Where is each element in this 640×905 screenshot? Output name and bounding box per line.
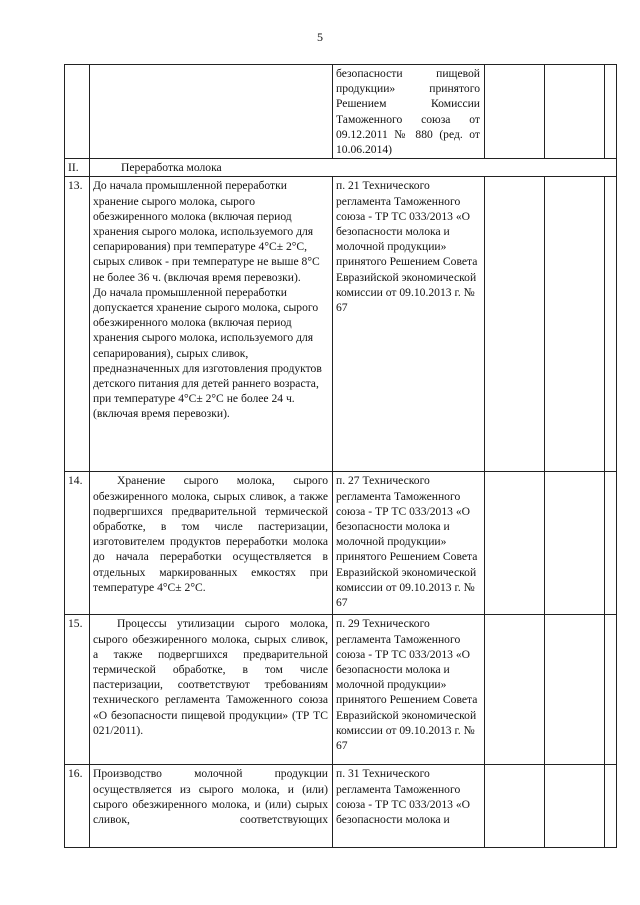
empty-cell (605, 177, 617, 472)
requirements-table (64, 64, 617, 848)
requirement-cell (90, 65, 333, 159)
empty-cell (485, 472, 545, 615)
reference-text: п. 29 Технического регламента Таможенного союза - ТР ТС 033/2013 «О безопасности молока и молочной продукции» принятого Решением Совета Евразийской экономической комиссии от 09.10.2013 г. № 67 (336, 617, 478, 753)
section-number: II. (65, 159, 90, 177)
requirement-cell (90, 615, 333, 765)
requirement-text: Хранение сырого молока, сырого обезжиренного молока, сырых сливок, а также подвергшихся предварительной термической обработке, в том числе пастеризации, изготовителем продуктов переработки молока до начала переработки осуществляется в отдельных маркированных емкостях при температуре 4°С± 2°С. (93, 474, 328, 594)
row-number: 16. (65, 765, 90, 848)
row-number: 14. (65, 472, 90, 615)
table-row (65, 765, 617, 848)
reference-text: п. 31 Технического регламента Таможенного союза - ТР ТС 033/2013 «О безопасности молока и (336, 767, 470, 827)
empty-cell (545, 765, 605, 848)
empty-cell (605, 472, 617, 615)
empty-cell (605, 65, 617, 159)
row-number: 15. (65, 615, 90, 765)
row-number-cell (65, 65, 90, 159)
table-row (65, 472, 617, 615)
reference-text: п. 27 Технического регламента Таможенного союза - ТР ТС 033/2013 «О безопасности молока и молочной продукции» принятого Решением Совета Евразийской экономической комиссии от 09.10.2013 г. № 67 (336, 474, 478, 610)
section-title-cell (90, 159, 617, 177)
table-row (65, 177, 617, 472)
reference-cell (333, 65, 485, 159)
requirement-cell (90, 765, 333, 848)
requirement-cell (90, 472, 333, 615)
section-title: Переработка молока (121, 161, 222, 175)
empty-cell (605, 615, 617, 765)
section-row (65, 159, 617, 177)
empty-cell (485, 615, 545, 765)
reference-text: безопасности пищевой продукции» принятого Решением Комиссии Таможенного союза от 09.12.2011 № 880 (ред. от 10.06.2014) (336, 67, 480, 157)
empty-cell (545, 615, 605, 765)
empty-cell (485, 177, 545, 472)
table-row (65, 615, 617, 765)
row-number: 13. (65, 177, 90, 472)
reference-cell (333, 615, 485, 765)
empty-cell (545, 177, 605, 472)
empty-cell (545, 472, 605, 615)
table-row-continued (65, 65, 617, 159)
requirement-text: Производство молочной продукции осуществляется из сырого молока, и (или) сырого обезжиренного молока, и (или) сырых сливок, соответствующих (93, 767, 328, 827)
reference-cell (333, 472, 485, 615)
requirement-text: Процессы утилизации сырого молока, сырого обезжиренного молока, сырых сливок, а также подвергшихся предварительной термической обработке, в том числе пастеризации, соответствуют требованиям технического регламента Таможенного союза «О безопасности пищевой продукции» (ТР ТС 021/2011). (93, 617, 328, 737)
empty-cell (485, 65, 545, 159)
reference-text: п. 21 Технического регламента Таможенного союза - ТР ТС 033/2013 «О безопасности молока и молочной продукции» принятого Решением Совета Евразийской экономической комиссии от 09.10.2013 г. № 67 (336, 179, 478, 315)
empty-cell (485, 765, 545, 848)
page-number: 5 (317, 30, 323, 44)
empty-cell (605, 765, 617, 848)
empty-cell (545, 65, 605, 159)
requirement-text: До начала промышленной переработки допускается хранение сырого молока, сырого обезжиренного молока (включая период хранения сырого молока, используемого для сепарирования), сырых сливок, предназначенных для изготовления продуктов детского питания для детей раннего возраста, при температуре 4°С± 2°С не более 24 ч. (включая время перевозки). (93, 285, 322, 421)
requirement-text: До начала промышленной переработки хранение сырого молока, сырого обезжиренного молока (включая период хранения сырого молока, используемого для сепарирования) при температуре 4°С± 2°С, сырых сливок - при температуре не выше 8°С не более 36 ч. (включая время перевозки). (93, 179, 320, 284)
reference-cell (333, 765, 485, 848)
reference-cell (333, 177, 485, 472)
requirement-cell (90, 177, 333, 472)
